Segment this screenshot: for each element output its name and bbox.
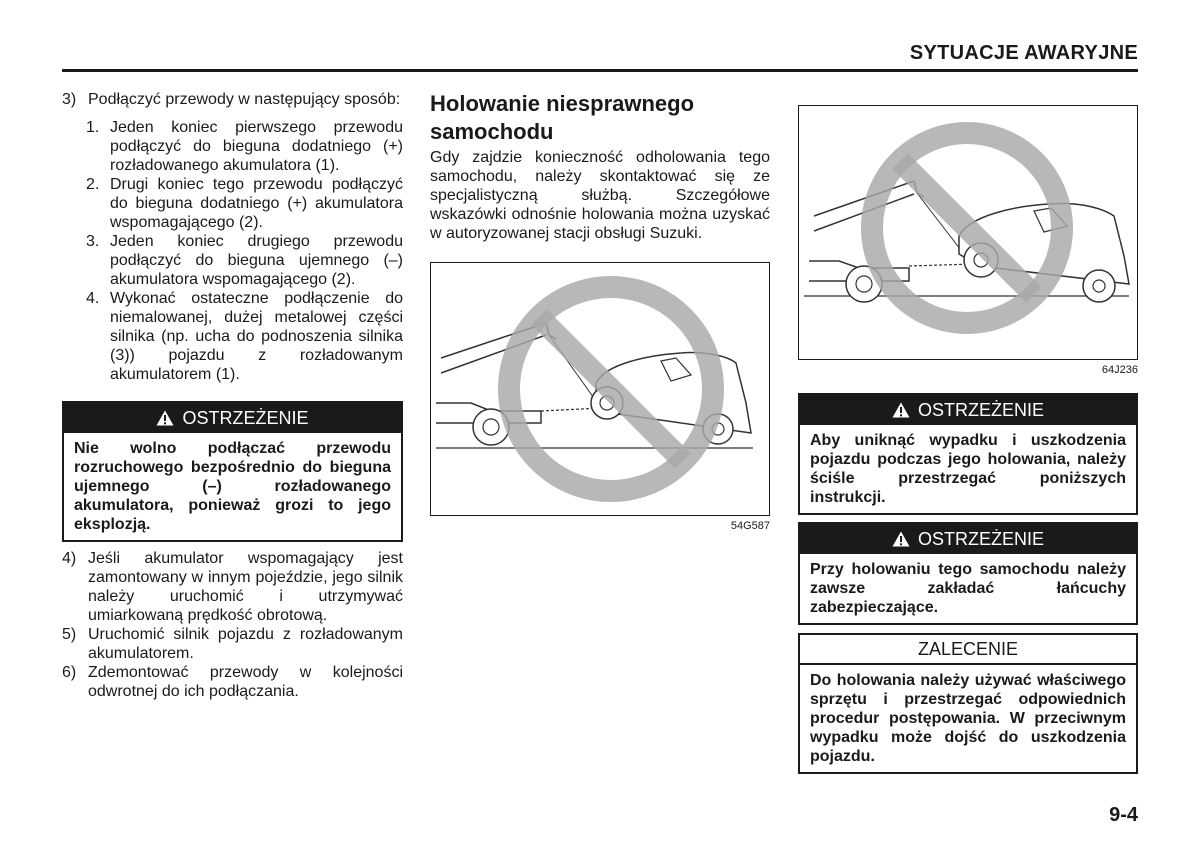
substep-text: Jeden koniec pierwszego przewodu podłączyć do bieguna dodatniego (+) rozładowanego akumulatora (1). bbox=[110, 119, 403, 174]
warning-header bbox=[800, 395, 1136, 425]
warning-header bbox=[800, 524, 1136, 554]
recommendation-header bbox=[800, 635, 1136, 665]
substep-4 bbox=[86, 289, 403, 384]
recommendation-label: ZALECENIE bbox=[917, 638, 1019, 659]
warning-box-jump-start bbox=[62, 401, 403, 542]
recommendation-box bbox=[798, 633, 1138, 774]
heading-line-1: Holowanie niesprawnego bbox=[430, 91, 695, 116]
substep-text: Drugi koniec tego przewodu podłączyć do bieguna dodatniego (+) akumulatora wspomagającego (2). bbox=[110, 176, 403, 231]
towing-paragraph: Gdy zajdzie konieczność odholowania tego samochodu, należy skontaktować się ze specjalistyczną służbą. Szczegółowe wskazówki odnośnie holowania można uzyskać w autoryzowanej stacji obsługi Suzuki. bbox=[430, 149, 770, 242]
header-rule bbox=[62, 69, 1138, 72]
figure-label: 54G587 bbox=[730, 520, 770, 532]
figure-label: 64J236 bbox=[1101, 364, 1138, 376]
substep-number: 2. bbox=[86, 176, 100, 193]
middle-column bbox=[430, 90, 770, 532]
substep-1 bbox=[86, 118, 403, 175]
no-towing-illustration bbox=[799, 106, 1137, 359]
step-number: 3) bbox=[62, 91, 77, 108]
step-number: 6) bbox=[62, 664, 77, 681]
warning-label: OSTRZEŻENIE bbox=[917, 399, 1044, 420]
recommendation-text: Do holowania należy używać właściwego sprzętu i przestrzegać odpowiednich procedur postępowania. W przeciwnym wypadku może dojść do uszkodzenia pojazdu. bbox=[810, 672, 1126, 765]
warning-triangle-icon bbox=[156, 410, 174, 426]
step-number: 4) bbox=[62, 550, 77, 567]
page-number: 9-4 bbox=[1109, 804, 1138, 826]
substep-2 bbox=[86, 175, 403, 232]
warning-text: Aby uniknąć wypadku i uszkodzenia pojazdu podczas jego holowania, należy ściśle przestrzegać poniższych instrukcji. bbox=[810, 432, 1126, 506]
section-title: SYTUACJE AWARYJNE bbox=[909, 42, 1138, 64]
substep-list bbox=[86, 118, 403, 384]
step-text: Zdemontować przewody w kolejności odwrotnej do ich podłączania. bbox=[88, 664, 403, 700]
no-towing-illustration bbox=[431, 263, 769, 515]
substep-text: Wykonać ostateczne podłączenie do niemalowanej, dużej metalowej części silnika (np. ucha do podnoszenia silnika (3)) pojazdu z rozładowanym akumulatorem (1). bbox=[110, 290, 403, 383]
step-text: Uruchomić silnik pojazdu z rozładowanym akumulatorem. bbox=[88, 626, 403, 662]
substep-number: 1. bbox=[86, 119, 100, 136]
step-text: Jeśli akumulator wspomagający jest zamontowany w innym pojeździe, jego silnik należy uruchomić i utrzymywać umiarkowaną prędkość obrotową. bbox=[88, 550, 403, 624]
warning-text: Przy holowaniu tego samochodu należy zawsze zakładać łańcuchy zabezpieczające. bbox=[810, 561, 1126, 616]
warning-box-chains bbox=[798, 522, 1138, 625]
towing-illustration-2 bbox=[798, 105, 1138, 360]
left-column bbox=[62, 90, 403, 701]
warning-label: OSTRZEŻENIE bbox=[917, 528, 1044, 549]
substep-3 bbox=[86, 232, 403, 289]
heading-line-2: samochodu bbox=[430, 119, 554, 144]
warning-triangle-icon bbox=[892, 531, 910, 547]
right-column bbox=[798, 105, 1138, 774]
warning-header bbox=[64, 403, 401, 433]
substep-text: Jeden koniec drugiego przewodu podłączyć do bieguna ujemnego (–) akumulatora wspomagającego (2). bbox=[110, 233, 403, 288]
step-text: Podłączyć przewody w następujący sposób: bbox=[88, 91, 401, 108]
warning-text: Nie wolno podłączać przewodu rozruchowego bezpośrednio do bieguna ujemnego (–) rozładowanego akumulatora, ponieważ grozi to jego eksplozją. bbox=[74, 440, 391, 533]
warning-box-towing bbox=[798, 393, 1138, 515]
substep-number: 3. bbox=[86, 233, 100, 250]
warning-triangle-icon bbox=[892, 402, 910, 418]
step-6 bbox=[62, 663, 403, 701]
step-number: 5) bbox=[62, 626, 77, 643]
warning-label: OSTRZEŻENIE bbox=[182, 407, 309, 428]
step-4 bbox=[62, 549, 403, 625]
towing-heading bbox=[430, 90, 770, 146]
substep-number: 4. bbox=[86, 290, 100, 307]
step-5 bbox=[62, 625, 403, 663]
towing-illustration-1 bbox=[430, 262, 770, 516]
step-3 bbox=[62, 90, 403, 109]
